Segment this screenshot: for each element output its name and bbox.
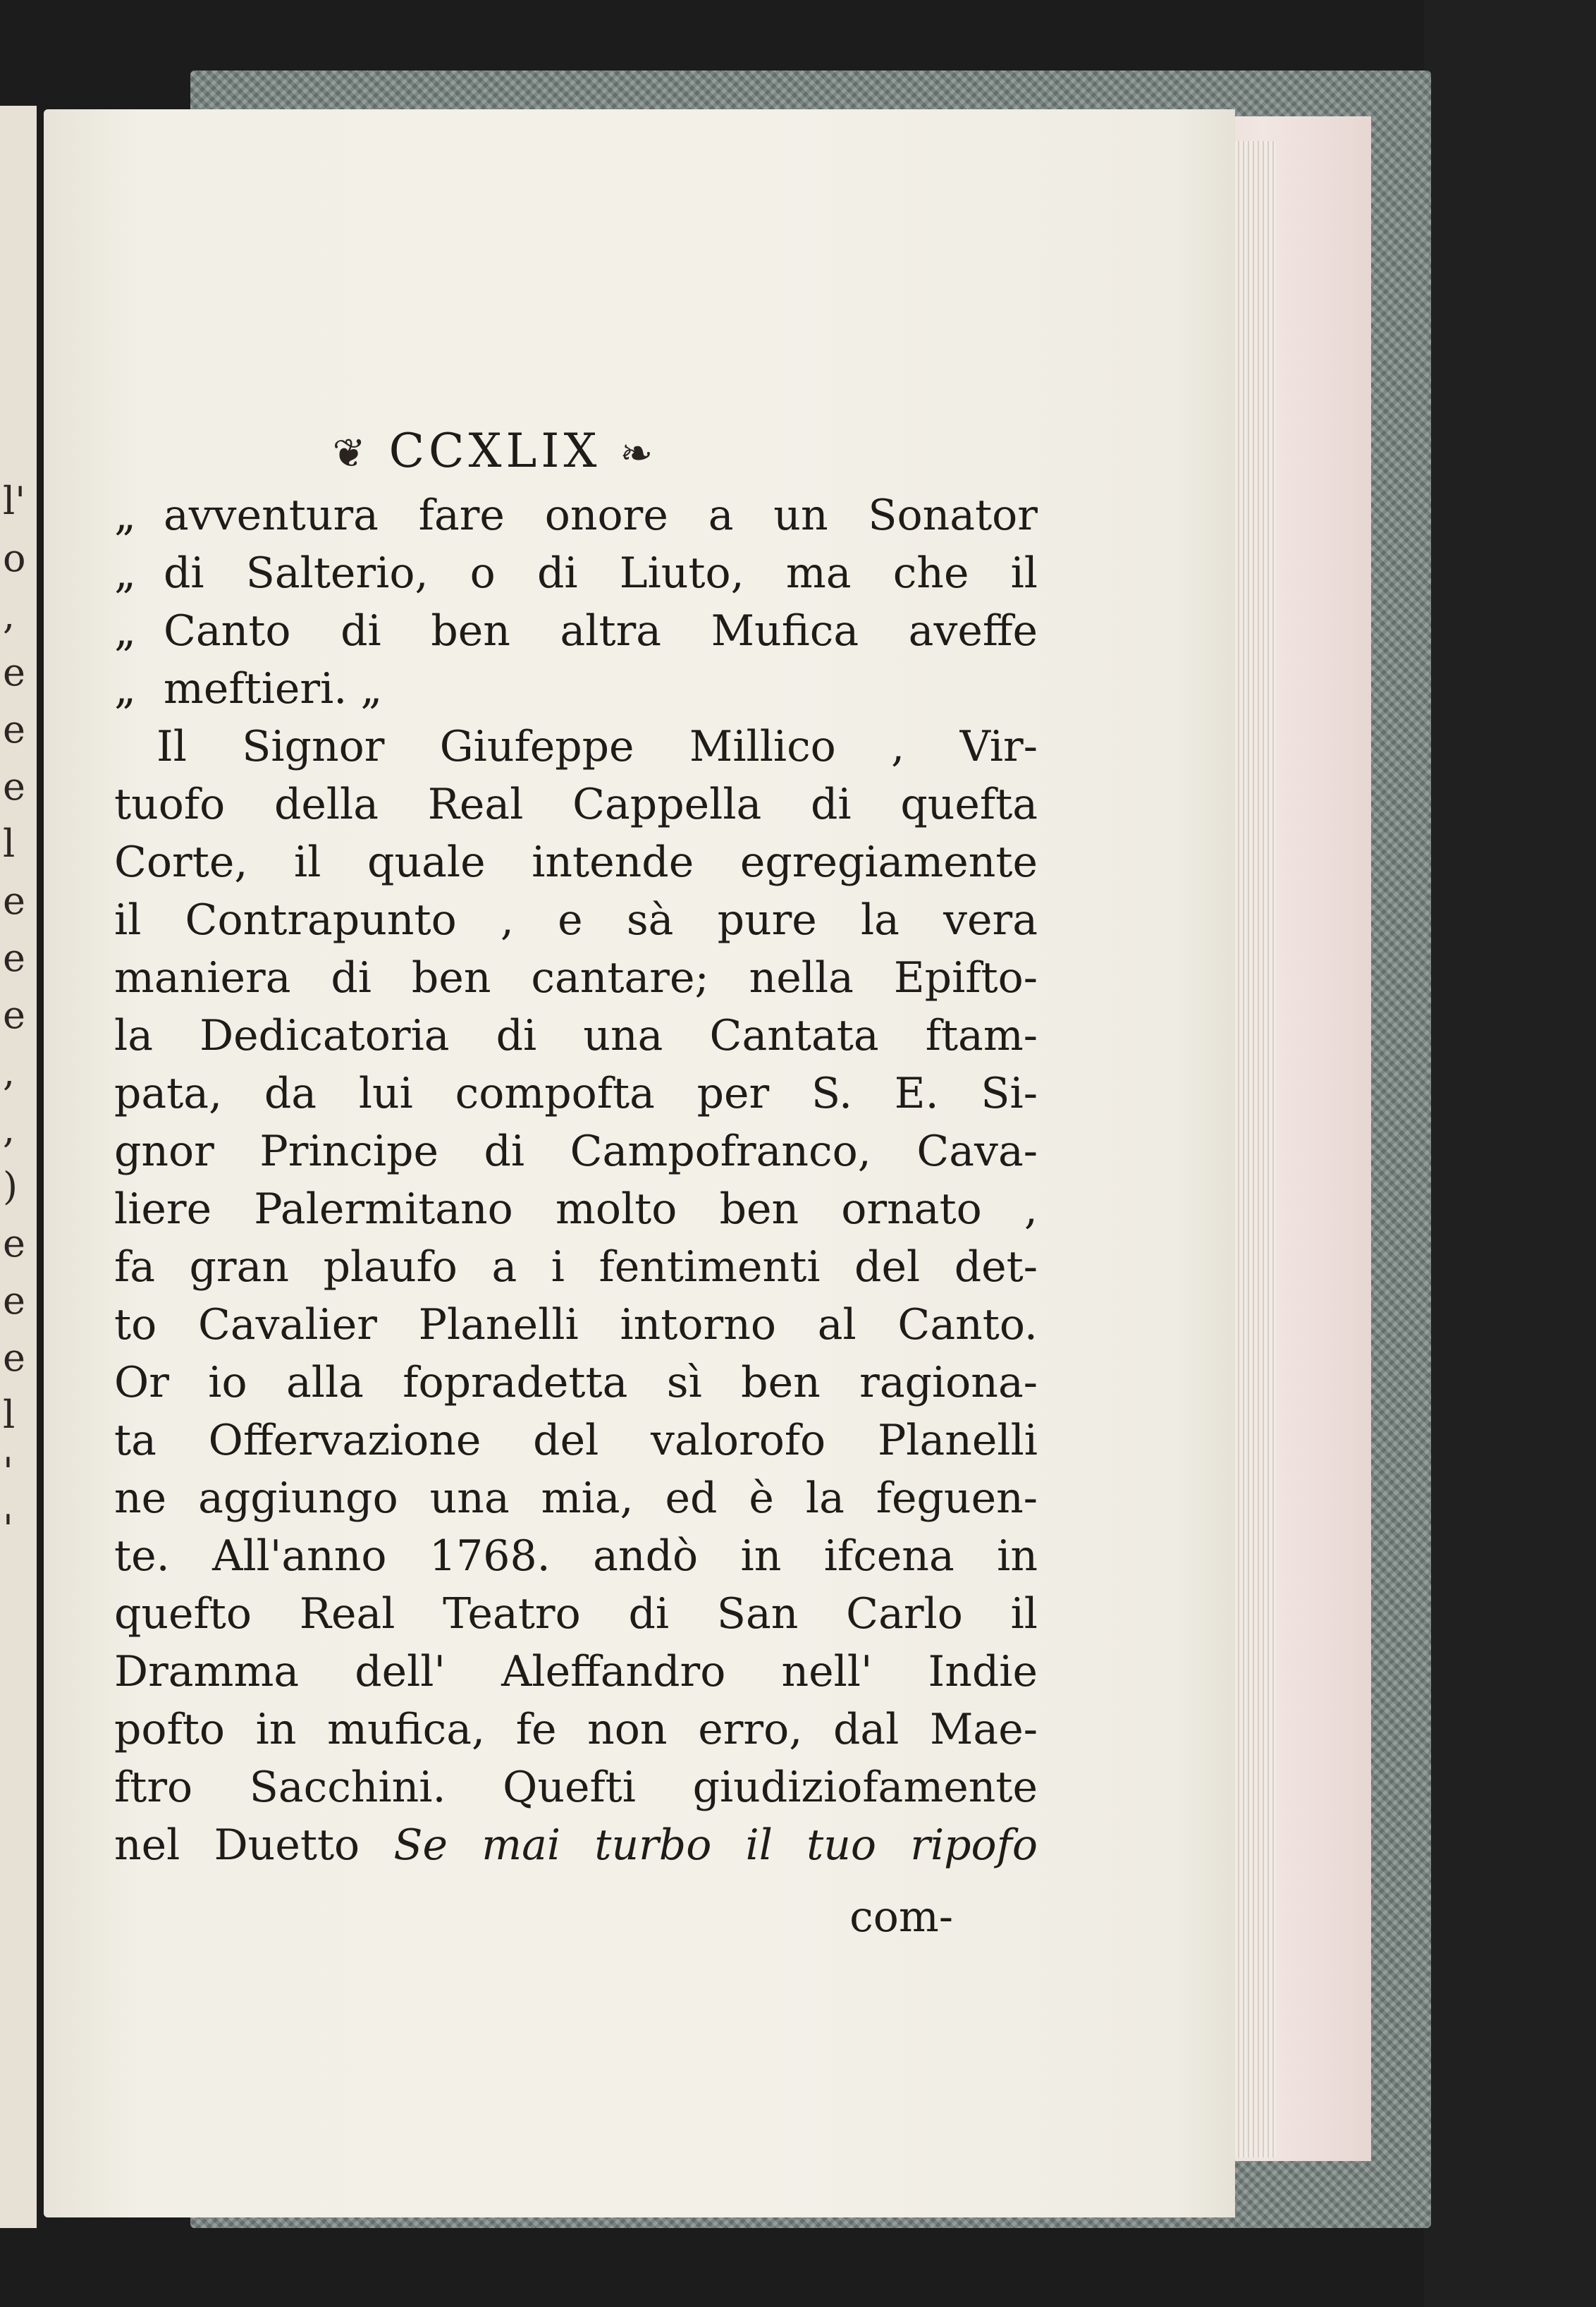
text-line bbox=[114, 1643, 1038, 1701]
text-line bbox=[114, 1296, 1038, 1354]
text-line bbox=[114, 487, 1038, 544]
facing-fragment: , bbox=[3, 1107, 16, 1151]
quote-mark: „ bbox=[114, 606, 137, 656]
facing-fragment: e bbox=[3, 993, 25, 1037]
line-text: ftro Sacchini. Quefti giudiziofamente bbox=[114, 1763, 1038, 1812]
text-line bbox=[114, 776, 1038, 833]
text-line bbox=[114, 1585, 1038, 1643]
facing-fragment: e bbox=[3, 1335, 25, 1380]
page-header bbox=[114, 420, 876, 483]
facing-fragment: e bbox=[3, 936, 25, 980]
background-right bbox=[1424, 0, 1596, 2307]
facing-fragment: ) bbox=[3, 1164, 18, 1208]
facing-page bbox=[0, 106, 37, 2228]
facing-fragment: e bbox=[3, 879, 25, 923]
text-line bbox=[114, 1701, 1038, 1758]
facing-fragment: l' bbox=[3, 479, 26, 523]
text-line bbox=[114, 1180, 1038, 1238]
text-line bbox=[114, 1238, 1038, 1296]
facing-fragment: , bbox=[3, 593, 16, 637]
text-line bbox=[114, 833, 1038, 891]
line-text: quefto Real Teatro di San Carlo il bbox=[114, 1589, 1038, 1639]
text-line bbox=[114, 891, 1038, 949]
facing-fragment: e bbox=[3, 1278, 25, 1323]
line-text: to Cavalier Planelli intorno al Canto. bbox=[114, 1300, 1038, 1350]
text-line bbox=[114, 1816, 1038, 1874]
line-text: di Salterio, o di Liuto, ma che il bbox=[164, 549, 1038, 598]
line-text: il Contrapunto , e sà pure la vera bbox=[114, 895, 1038, 945]
text-line bbox=[114, 1122, 1038, 1180]
line-text: liere Palermitano molto ben ornato , bbox=[114, 1185, 1038, 1234]
text-line bbox=[114, 602, 1038, 660]
catchword: com- bbox=[849, 1892, 953, 1942]
text-line bbox=[114, 1412, 1038, 1469]
line-text: fa gran plaufo a i fentimenti del det- bbox=[114, 1242, 1038, 1292]
line-text: Corte, il quale intende egregiamente bbox=[114, 838, 1038, 887]
text-line bbox=[114, 1007, 1038, 1065]
quote-mark: „ bbox=[114, 491, 137, 540]
line-text: avventura fare onore a un Sonator bbox=[164, 491, 1038, 540]
line-text: te. All'anno 1768. andò in ifcena in bbox=[114, 1531, 1038, 1581]
text-line bbox=[114, 544, 1038, 602]
line-text: pofto in mufica, fe non erro, dal Mae- bbox=[114, 1705, 1038, 1754]
line-text: tuofo della Real Cappella di quefta bbox=[114, 780, 1038, 829]
facing-fragment: , bbox=[3, 1050, 16, 1094]
left-ornament-icon: ❦ bbox=[332, 431, 370, 477]
line-text: Or io alla fopradetta sì ben ragiona- bbox=[114, 1358, 1038, 1407]
line-text: Dramma dell' Aleffandro nell' Indie bbox=[114, 1647, 1038, 1696]
facing-fragment: e bbox=[3, 1221, 25, 1266]
quote-mark: „ bbox=[114, 549, 137, 598]
line-text: ta Offervazione del valorofo Planelli bbox=[114, 1416, 1038, 1465]
quote-mark: „ bbox=[114, 664, 137, 714]
facing-page-fragments bbox=[3, 472, 34, 1558]
text-line bbox=[114, 1065, 1038, 1122]
text-line bbox=[114, 1527, 1038, 1585]
line-text: meftieri. „ bbox=[164, 664, 383, 714]
facing-fragment: e bbox=[3, 707, 25, 752]
facing-fragment: o bbox=[3, 536, 26, 580]
line-text: maniera di ben cantare; nella Epifto- bbox=[114, 953, 1038, 1003]
facing-fragment: l bbox=[3, 821, 16, 866]
page-numeral: CCXLIX bbox=[388, 424, 601, 478]
facing-fragment: l bbox=[3, 1393, 16, 1437]
facing-fragment: ' bbox=[3, 1450, 13, 1494]
facing-fragment: ' bbox=[3, 1507, 13, 1551]
text-line bbox=[114, 718, 1038, 776]
line-text: ne aggiungo una mia, ed è la feguen- bbox=[114, 1474, 1038, 1523]
line-text: pata, da lui compofta per S. E. Si- bbox=[114, 1069, 1038, 1118]
line-text: nel Duetto bbox=[114, 1820, 360, 1870]
line-text: gnor Principe di Campofranco, Cava- bbox=[114, 1127, 1038, 1176]
text-line bbox=[114, 1354, 1038, 1412]
facing-fragment: e bbox=[3, 764, 25, 809]
line-text: Canto di ben altra Mufica aveffe bbox=[164, 606, 1038, 656]
facing-fragment: e bbox=[3, 650, 25, 694]
text-line bbox=[114, 1758, 1038, 1816]
text-line bbox=[114, 949, 1038, 1007]
right-ornament-icon: ❧ bbox=[620, 431, 658, 477]
line-text: Il Signor Giufeppe Millico , Vir- bbox=[156, 722, 1038, 771]
text-line bbox=[114, 660, 1038, 718]
text-line bbox=[114, 1469, 1038, 1527]
italic-title: Se mai turbo il tuo ripofo bbox=[393, 1820, 1038, 1870]
book-page bbox=[44, 109, 1235, 2217]
line-text: la Dedicatoria di una Cantata ftam- bbox=[114, 1011, 1038, 1060]
